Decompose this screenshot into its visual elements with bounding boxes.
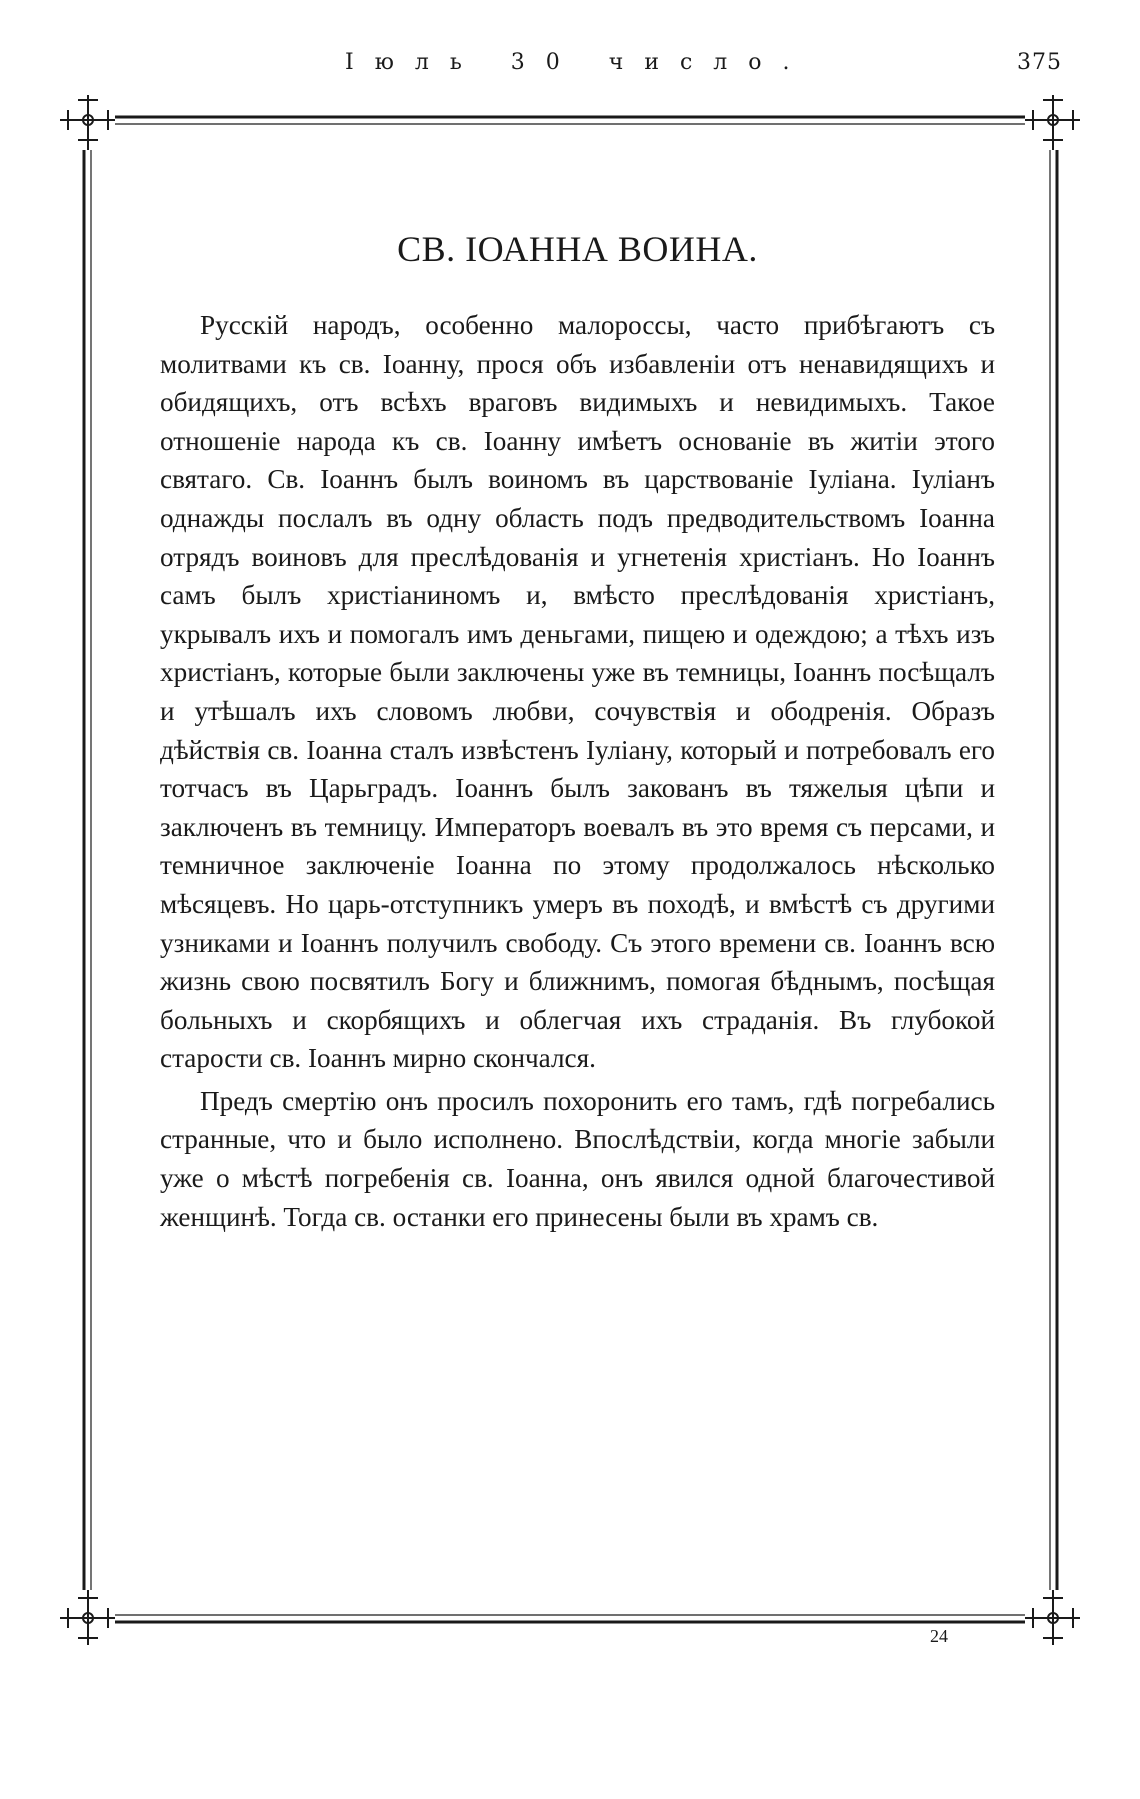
article-paragraph-1: Русскій народъ, особенно малороссы, часто прибѣгаютъ съ молитвами къ св. Іоанну, прося объ избавленіи отъ ненавидящихъ и обидящихъ, отъ всѣхъ враговъ видимыхъ и невидимыхъ. Такое отношеніе народа къ св. Іоанну имѣетъ основаніе въ житіи этого святаго. Св. Іоаннъ былъ воиномъ въ царствованіе Іуліана. Іуліанъ однажды послалъ въ одну область подъ предводительствомъ Іоанна отрядъ воиновъ для преслѣдованія и угнетенія христіанъ. Но Іоаннъ самъ былъ христіаниномъ и, вмѣсто преслѣдованія христіанъ, укрывалъ ихъ и помогалъ имъ деньгами, пищею и одеждою; а тѣхъ изъ христіанъ, которые были заключены уже въ темницы, Іоаннъ посѣщалъ и утѣшалъ ихъ словомъ любви, сочувствія и ободренія. Образъ дѣйствія св. Іоанна сталъ извѣстенъ Іуліану, который и потребовалъ его тотчасъ въ Царьградъ. Іоаннъ былъ закованъ въ тяжелыя цѣпи и заключенъ въ темницу. Императоръ воевалъ въ это время съ персами, и темничное заключеніе Іоанна по этому продолжалось нѣсколько мѣсяцевъ. Но царь-отступникъ умеръ въ походѣ, и вмѣстѣ съ другими узниками и Іоаннъ получилъ свободу. Съ этого времени св. Іоаннъ всю жизнь свою посвятилъ Богу и ближнимъ, помогая бѣднымъ, посѣщая больныхъ и скорбящихъ и облегчая ихъ страданія. Въ глубокой старости св. Іоаннъ мирно скончался. xyxy=(160,310,995,1074)
corner-ornament-bottom-right xyxy=(1025,1590,1080,1645)
corner-ornament-top-right xyxy=(1025,95,1080,150)
corner-ornament-top-left xyxy=(60,95,115,150)
signature-mark: 24 xyxy=(930,1626,948,1646)
article-paragraph-2: Предъ смертію онъ просилъ похоронить его тамъ, гдѣ погребались странные, что и было исполнено. Впослѣдствіи, когда многіе забыли уже о мѣстѣ погребенія св. Іоанна, онъ явился одной благочестивой женщинѣ. Тогда св. останки его принесены были въ храмъ св. xyxy=(160,1085,995,1232)
corner-ornament-bottom-left xyxy=(60,1590,115,1645)
page-number: 375 xyxy=(1017,50,1062,75)
running-title: Іюль 30 число. xyxy=(345,50,811,75)
article-title: СВ. ІОАННА ВОИНА. xyxy=(397,229,758,269)
article xyxy=(160,228,995,1236)
